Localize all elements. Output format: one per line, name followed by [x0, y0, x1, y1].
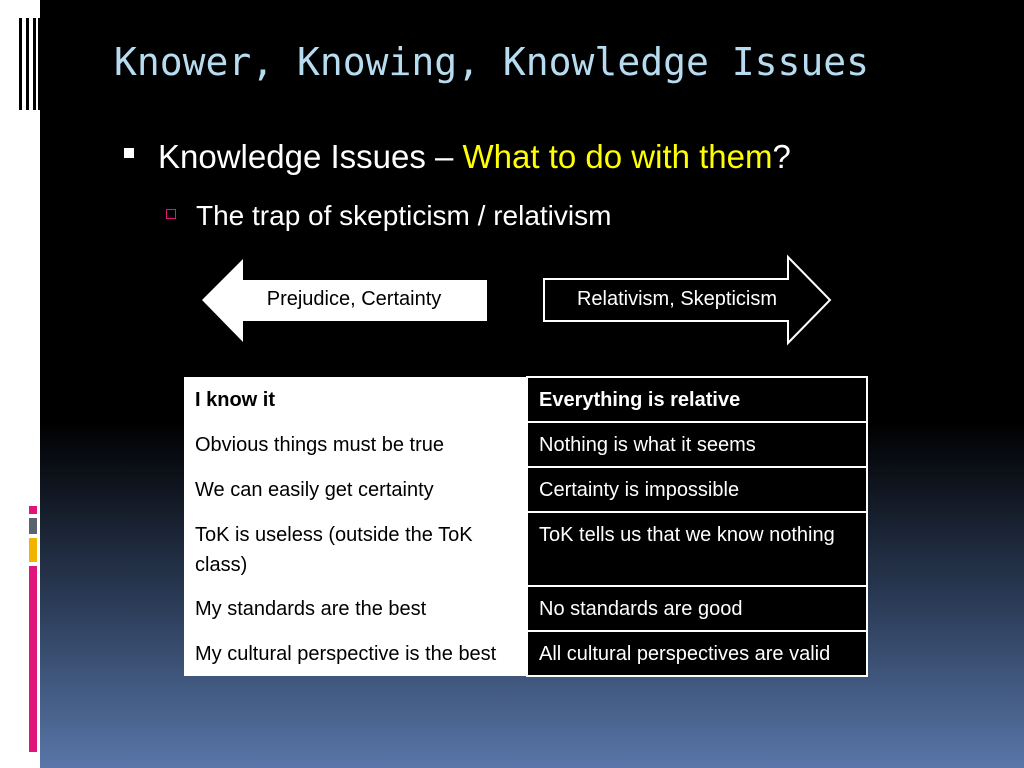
table-cell-right: Everything is relative [527, 377, 867, 422]
table-row [184, 586, 867, 631]
table-cell-right: Nothing is what it seems [527, 422, 867, 467]
bullet-question-mark: ? [772, 138, 791, 175]
comparison-table [184, 376, 868, 677]
slide-title: Knower, Knowing, Knowledge Issues [114, 40, 869, 84]
table-row [184, 631, 867, 676]
table-row [184, 467, 867, 512]
table-header-row [184, 377, 867, 422]
table-cell-left: Obvious things must be true [184, 422, 527, 467]
table-cell-right: Certainty is impossible [527, 467, 867, 512]
sub-bullet-text: The trap of skepticism / relativism [196, 200, 612, 231]
table-row [184, 512, 867, 586]
left-arrow-label: Prejudice, Certainty [266, 288, 442, 310]
right-arrow-label: Relativism, Skepticism [576, 288, 778, 310]
table-cell-left: We can easily get certainty [184, 467, 527, 512]
table-cell-left: ToK is useless (outside the ToK class) [184, 512, 527, 586]
table-cell-right: ToK tells us that we know nothing [527, 512, 867, 586]
table-cell-left: I know it [184, 377, 527, 422]
table-cell-left: My standards are the best [184, 586, 527, 631]
bullet-text: Knowledge Issues – [158, 138, 463, 175]
table-row [184, 422, 867, 467]
bullet-highlight: What to do with them [462, 138, 773, 175]
table-cell-right: All cultural perspectives are valid [527, 631, 867, 676]
table-cell-left: My cultural perspective is the best [184, 631, 527, 676]
table-cell-right: No standards are good [527, 586, 867, 631]
